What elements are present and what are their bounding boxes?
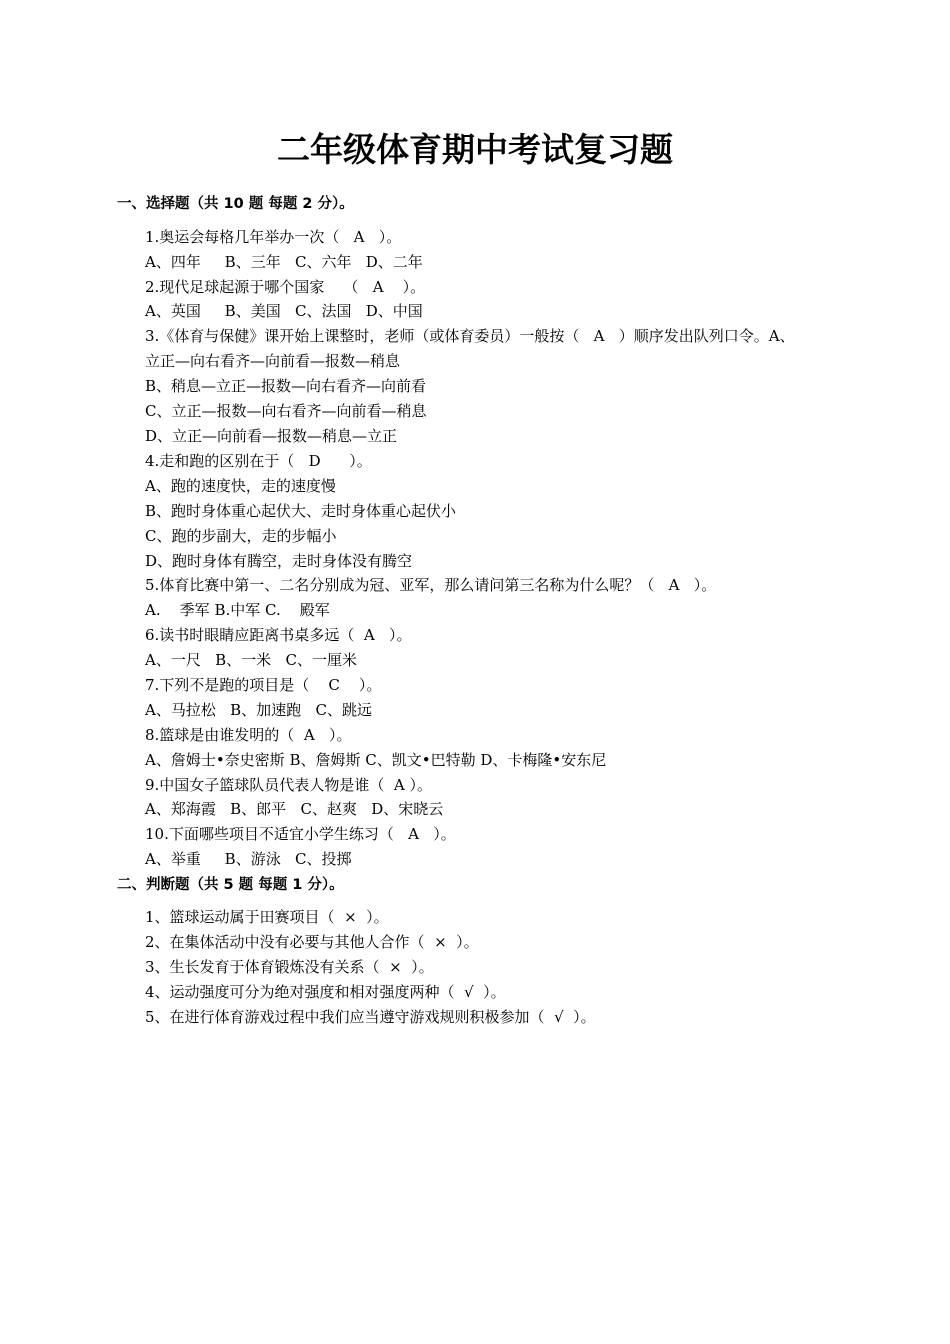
option-line: A、马拉松 B、加速跑 C、跳远	[145, 701, 372, 719]
question-line: 3.《体育与保健》课开始上课整时，老师（或体育委员）一般按（ A ）顺序发出队列口令。A、	[145, 327, 795, 345]
question-line: 8.篮球是由谁发明的（ A ）。	[145, 726, 352, 744]
question-line: 6.读书时眼睛应距离书桌多远（ A ）。	[145, 626, 412, 644]
document-title: 二年级体育期中考试复习题	[277, 130, 673, 169]
statement-line: 4、运动强度可分为绝对强度和相对强度两种（ √ ）。	[145, 983, 506, 1001]
question-line: 2.现代足球起源于哪个国家 （ A ）。	[145, 278, 426, 296]
statement-line: 5、在进行体育游戏过程中我们应当遵守游戏规则积极参加（ √ ）。	[145, 1008, 596, 1026]
option-line: A. 季军 B.中军 C. 殿军	[145, 601, 330, 619]
option-line: A、跑的速度快，走的速度慢	[145, 477, 336, 495]
question-line: 5.体育比赛中第一、二名分别成为冠、亚军，那么请问第三名称为什么呢？（ A ）。	[145, 576, 717, 594]
option-line: D、跑时身体有腾空，走时身体没有腾空	[145, 552, 413, 570]
section-heading-true-false: 二、判断题（共 5 题 每题 1 分）。	[117, 877, 344, 893]
option-line: A、詹姆士•奈史密斯 B、詹姆斯 C、凯文•巴特勒 D、卡梅隆•安东尼	[145, 751, 607, 769]
option-line: A、举重 B、游泳 C、投掷	[145, 850, 352, 868]
question-line: 4.走和跑的区别在于（ D ）。	[145, 452, 372, 470]
section-heading-multiple-choice: 一、选择题（共 10 题 每题 2 分）。	[117, 196, 354, 212]
question-line: 9.中国女子篮球队员代表人物是谁（ A ）。	[145, 776, 432, 794]
statement-line: 2、在集体活动中没有必要与其他人合作（ × ）。	[145, 933, 479, 951]
option-line: A、郑海霞 B、郎平 C、赵爽 D、宋晓云	[145, 800, 444, 818]
option-line: C、立正—报数—向右看齐—向前看—稍息	[145, 402, 427, 420]
option-line: B、稍息—立正—报数—向右看齐—向前看	[145, 377, 427, 395]
statement-line: 1、篮球运动属于田赛项目（ × ）。	[145, 908, 389, 926]
option-line: 立正—向右看齐—向前看—报数—稍息	[145, 352, 401, 370]
question-line: 1.奥运会每格几年举办一次（ A ）。	[145, 228, 402, 246]
option-line: A、四年 B、三年 C、六年 D、二年	[145, 253, 423, 271]
option-line: B、跑时身体重心起伏大、走时身体重心起伏小	[145, 502, 457, 520]
option-line: D、立正—向前看—报数—稍息—立正	[145, 427, 398, 445]
option-line: A、英国 B、美国 C、法国 D、中国	[145, 302, 423, 320]
question-line: 7.下列不是跑的项目是（ C ）。	[145, 676, 382, 694]
option-line: A、一尺 B、一米 C、一厘米	[145, 651, 357, 669]
option-line: C、跑的步副大，走的步幅小	[145, 527, 337, 545]
statement-line: 3、生长发育于体育锻炼没有关系（ × ）。	[145, 958, 434, 976]
question-line: 10.下面哪些项目不适宜小学生练习（ A ）。	[145, 825, 456, 843]
